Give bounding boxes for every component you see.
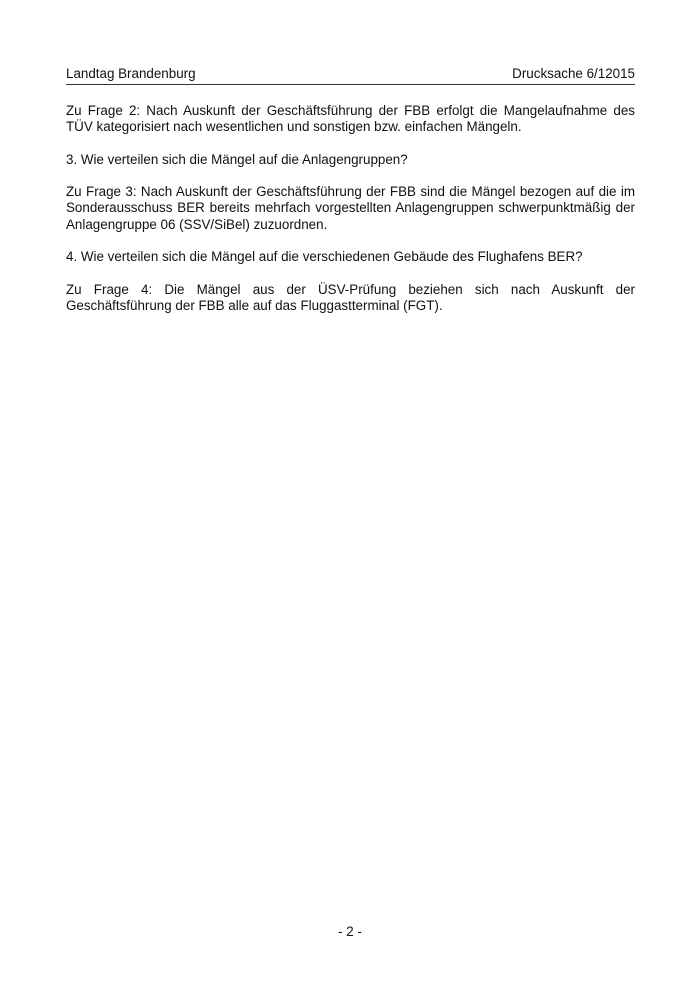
answer-paragraph-3: Zu Frage 3: Nach Auskunft der Geschäftsführung der FBB sind die Mängel bezogen auf die im Sonderausschuss BER bereits mehrfach vorgestellten Anlagengruppen schwerpunktmäßig der Anlagengruppe 06 (SSV/SiBel) zuzuordnen. xyxy=(66,184,635,232)
page-header xyxy=(66,66,635,85)
answer-paragraph-2: Zu Frage 2: Nach Auskunft der Geschäftsführung der FBB erfolgt die Mangelaufnahme des TÜV kategorisiert nach wesentlichen und sonstigen bzw. einfachen Mängeln. xyxy=(66,103,635,135)
page-number: - 2 - xyxy=(338,924,362,939)
document-body xyxy=(66,103,635,330)
question-paragraph-4: 4. Wie verteilen sich die Mängel auf die verschiedenen Gebäude des Flughafens BER? xyxy=(66,249,583,265)
header-institution: Landtag Brandenburg xyxy=(66,66,196,81)
answer-paragraph-4: Zu Frage 4: Die Mängel aus der ÜSV-Prüfung beziehen sich nach Auskunft der Geschäftsführung der FBB alle auf das Fluggastterminal (FGT). xyxy=(66,281,635,313)
question-paragraph-3: 3. Wie verteilen sich die Mängel auf die Anlagengruppen? xyxy=(66,151,408,167)
header-document-number: Drucksache 6/12015 xyxy=(512,66,635,81)
